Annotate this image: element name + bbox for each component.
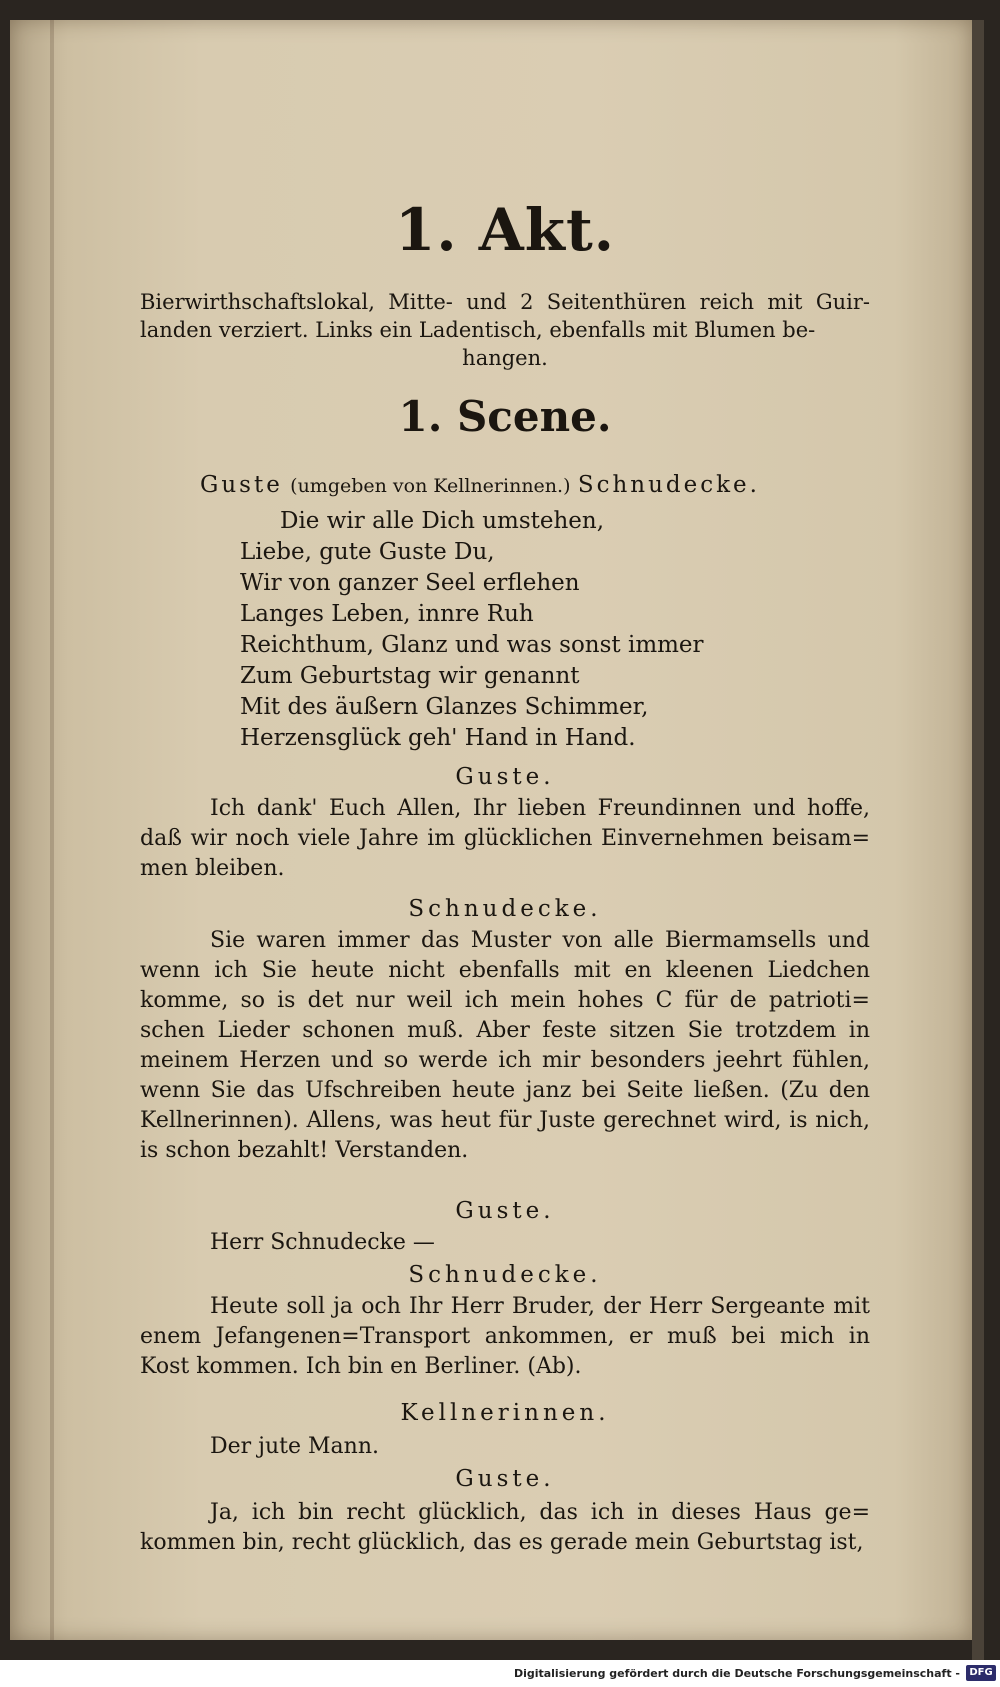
speaker-name: Guste: [200, 472, 283, 498]
stage-direction-inline: (umgeben von Kellnerinnen.): [290, 475, 571, 497]
stage-direction: [140, 288, 870, 372]
verse-line: Zum Geburtstag wir genannt: [240, 663, 580, 689]
digitization-footer: [0, 1662, 1000, 1687]
speech-text: Heute soll ja och Ihr Herr Bruder, der Herr Sergeante mit enem Jefangenen=Transport ankommen, er muß bei mich in Kost kommen. Ich bin en Berliner. (Ab).: [140, 1294, 870, 1379]
stage-direction-line: hangen.: [462, 346, 548, 370]
book-page: [10, 20, 972, 1640]
stage-direction-line: landen verziert. Links ein Ladentisch, ebenfalls mit Blumen be-: [140, 318, 816, 342]
verse-line: Mit des äußern Glanzes Schimmer,: [240, 694, 649, 720]
act-title: 1. Akt.: [395, 196, 615, 264]
speaker-name: Guste.: [455, 1466, 555, 1492]
speaker-name: Guste.: [455, 764, 555, 790]
speech-text: Ja, ich bin recht glücklich, das ich in dieses Haus ge= kommen bin, recht glücklich, das es gerade mein Geburtstag ist,: [140, 1500, 870, 1555]
stage-direction-line: Bierwirthschaftslokal, Mitte- und 2 Seitenthüren reich mit Guir-: [140, 290, 870, 314]
page-edge: [972, 20, 984, 1660]
scene-title: 1. Scene.: [398, 392, 612, 441]
speaker-name: Schnudecke.: [408, 896, 602, 922]
verse-line: Reichthum, Glanz und was sonst immer: [240, 632, 704, 658]
speech-text: Sie waren immer das Muster von alle Biermamsells und wenn ich Sie heute nicht ebenfalls mit en kleenen Liedchen komme, so is det nur weil ich mein hohes C für de patrioti= schen Lieder schonen muß. Aber feste sitzen Sie trotzdem in meinem Herzen und so werde ich mir besonders jeehrt fühlen, wenn Sie das Ufschreiben heute janz bei Seite ließen. (Zu den Kellnerinnen). Allens, was heut für Juste gerechnet wird, is nich, is schon bezahlt! Verstanden.: [140, 928, 870, 1163]
speaker-name: Schnudecke.: [408, 1262, 602, 1288]
verse-line: Herzensglück geh' Hand in Hand.: [240, 725, 636, 751]
verse-line: Wir von ganzer Seel erflehen: [240, 570, 580, 596]
speech-text: Ich dank' Euch Allen, Ihr lieben Freundinnen und hoffe, daß wir noch viele Jahre im glücklichen Einvernehmen beisam= men bleiben.: [140, 796, 870, 881]
opening-speaker-line: [200, 472, 760, 498]
speech-text: Herr Schnudecke —: [210, 1230, 435, 1255]
speaker-name: Guste.: [455, 1198, 555, 1224]
speaker-name: Schnudecke.: [577, 472, 760, 498]
speech-text: Der jute Mann.: [210, 1434, 379, 1459]
page-gutter: [50, 20, 54, 1640]
funding-credit: Digitalisierung gefördert durch die Deutsche Forschungsgemeinschaft -: [513, 1667, 960, 1680]
dfg-logo-icon: DFG: [966, 1665, 996, 1681]
verse-line: Langes Leben, innre Ruh: [240, 601, 534, 627]
speaker-name: Kellnerinnen.: [400, 1400, 610, 1426]
verse-line: Liebe, gute Guste Du,: [240, 539, 495, 565]
verse-line: Die wir alle Dich umstehen,: [280, 508, 605, 534]
